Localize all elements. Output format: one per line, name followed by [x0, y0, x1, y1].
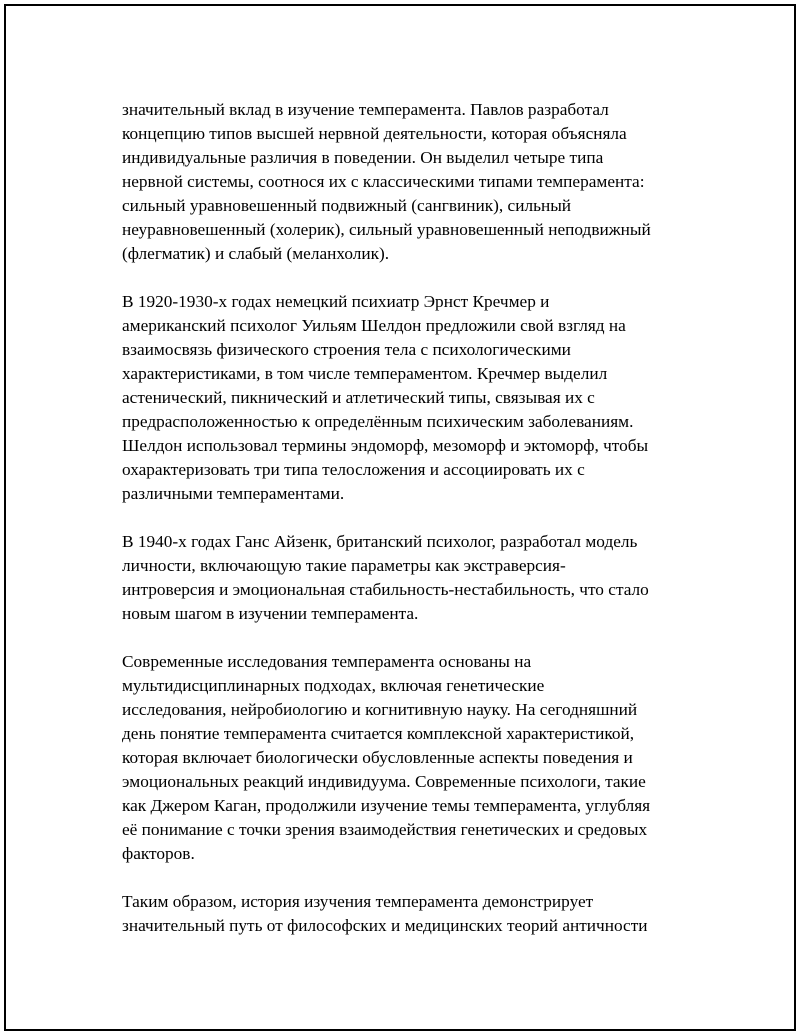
- page-frame: [4, 4, 796, 1031]
- text-line: (флегматик) и слабый (меланхолик).: [122, 244, 390, 263]
- text-line: нервной системы, соотнося их с классическими типами темперамента:: [122, 172, 645, 191]
- text-line: взаимосвязь физического строения тела с психологическими: [122, 340, 571, 359]
- text-line: В 1940-х годах Ганс Айзенк, британский психолог, разработал модель: [122, 532, 638, 551]
- text-line: американский психолог Уильям Шелдон предложили свой взгляд на: [122, 316, 626, 335]
- paragraph-5: [122, 890, 697, 938]
- text-line: значительный вклад в изучение темперамента. Павлов разработал: [122, 100, 609, 119]
- text-line: новым шагом в изучении темперамента.: [122, 604, 419, 623]
- text-line: различными темпераментами.: [122, 484, 345, 503]
- text-line: эмоциональных реакций индивидуума. Современные психологи, такие: [122, 772, 646, 791]
- text-line: неуравновешенный (холерик), сильный уравновешенный неподвижный: [122, 220, 651, 239]
- text-line: её понимание с точки зрения взаимодействия генетических и средовых: [122, 820, 648, 839]
- text-line: значительный путь от философских и медицинских теорий античности: [122, 916, 648, 935]
- text-line: концепцию типов высшей нервной деятельности, которая объясняла: [122, 124, 627, 143]
- paragraph-2: [122, 290, 697, 506]
- text-line: индивидуальные различия в поведении. Он выделил четыре типа: [122, 148, 604, 167]
- text-line: Современные исследования темперамента основаны на: [122, 652, 532, 671]
- text-line: которая включает биологически обусловленные аспекты поведения и: [122, 748, 633, 767]
- text-line: мультидисциплинарных подходах, включая генетические: [122, 676, 545, 695]
- text-line: как Джером Каган, продолжили изучение темы темперамента, углубляя: [122, 796, 651, 815]
- text-line: день понятие темперамента считается комплексной характеристикой,: [122, 724, 635, 743]
- text-line: личности, включающую такие параметры как экстраверсия-: [122, 556, 566, 575]
- text-line: исследования, нейробиологию и когнитивную науку. На сегодняшний: [122, 700, 638, 719]
- paragraph-3: [122, 530, 697, 626]
- text-line: предрасположенностью к определённым психическим заболеваниям.: [122, 412, 634, 431]
- text-line: интроверсия и эмоциональная стабильность-нестабильность, что стало: [122, 580, 649, 599]
- text-line: В 1920-1930-х годах немецкий психиатр Эрнст Кречмер и: [122, 292, 550, 311]
- text-line: Таким образом, история изучения темперамента демонстрирует: [122, 892, 594, 911]
- text-line: Шелдон использовал термины эндоморф, мезоморф и эктоморф, чтобы: [122, 436, 649, 455]
- text-line: сильный уравновешенный подвижный (сангвиник), сильный: [122, 196, 572, 215]
- paragraph-4: [122, 650, 697, 866]
- document-body: [122, 98, 697, 962]
- text-line: факторов.: [122, 844, 195, 863]
- text-line: охарактеризовать три типа телосложения и ассоциировать их с: [122, 460, 585, 479]
- text-line: астенический, пикнический и атлетический типы, связывая их с: [122, 388, 595, 407]
- paragraph-1: [122, 98, 697, 266]
- text-line: характеристиками, в том числе темпераментом. Кречмер выделил: [122, 364, 608, 383]
